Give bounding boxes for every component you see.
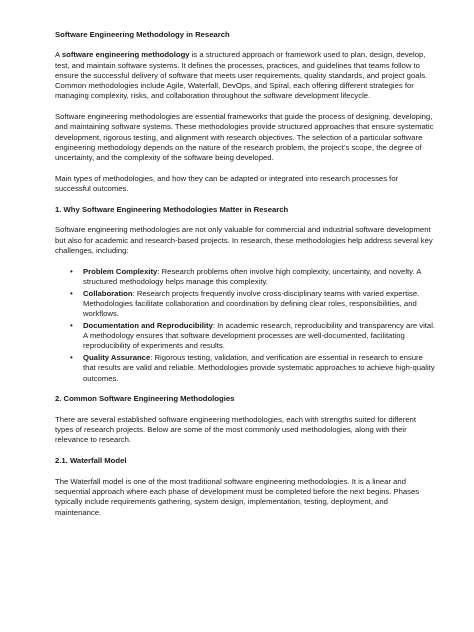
section-2-intro: There are several established software engineering methodologies, each with strengths suited for different types of research projects. Below are some of the most commonly used methodologies, along with their relevance to research.	[55, 414, 416, 445]
list-item-text: : Research problems often involve high complexity, uncertainty, and novelty. A structured methodology helps manage this complexity.	[83, 266, 421, 286]
list-item	[70, 353, 436, 384]
bullet-icon: •	[70, 266, 73, 276]
intro-bold-term: software engineering methodology	[61, 50, 190, 60]
bullet-icon: •	[70, 288, 73, 298]
list-item-term: Documentation and Reproducibility	[83, 320, 213, 330]
list-item	[70, 266, 436, 288]
intro-pre: A	[55, 50, 62, 60]
list-item-term: Quality Assurance	[83, 353, 151, 363]
bullet-icon: •	[70, 353, 73, 363]
bullet-icon: •	[70, 320, 73, 330]
document-title: Software Engineering Methodology in Research	[55, 30, 230, 39]
section-1-heading: 1. Why Software Engineering Methodologies Matter in Research	[55, 204, 289, 214]
section-2-1-text: The Waterfall model is one of the most traditional software engineering methodologies. It is a linear and sequential approach where each phase of development must be completed before the next begins. Phases typically include requirements gathering, system design, implementation, testing, deployment, and maintenance.	[55, 476, 420, 517]
list-item-text: : Rigorous testing, validation, and verification are essential in research to ensure that results are valid and reliable. Methodologies provide systematic approaches to achieve high-quality outcomes.	[83, 353, 435, 383]
list-item-text: : Research projects frequently involve cross-disciplinary teams with varied expertise. Methodologies facilitate collaboration and coordination by defining clear roles, responsibilities, and workflows.	[83, 288, 420, 319]
list-item	[70, 288, 436, 320]
challenges-list	[55, 267, 436, 384]
section-2-heading: 2. Common Software Engineering Methodologies	[55, 394, 235, 404]
section-2-1-heading: 2.1. Waterfall Model	[55, 456, 127, 466]
list-item	[70, 320, 436, 352]
paragraph-2: Software engineering methodologies are essential frameworks that guide the process of designing, developing, and maintaining software systems. These methodologies provide structured approaches that ensure systematic development, rigorous testing, and alignment with research objectives. The selection of a particular software engineering methodology depends on the nature of the research problem, the project’s scope, the degree of uncertainty, and the complexity of the software being developed.	[55, 112, 434, 163]
list-item-term: Collaboration	[83, 288, 133, 298]
paragraph-3: Main types of methodologies, and how they can be adapted or integrated into research processes for successful outcomes.	[55, 173, 399, 194]
intro-paragraph	[55, 50, 436, 101]
intro-post: is a structured approach or framework used to plan, design, develop, test, and maintain software systems. It defines the processes, practices, and guidelines that teams follow to ensure the successful delivery of software that meets user requirements, quality standards, and project goals. Common methodologies include Agile, Waterfall, DevOps, and Spiral, each offering different strategies for managing complexity, risks, and collaboration throughout the software development lifecycle.	[55, 50, 428, 101]
list-item-term: Problem Complexity	[83, 266, 158, 276]
list-item-text: : In academic research, reproducibility and transparency are vital. A methodology ensures that software development processes are well-documented, facilitating reproducibility of experiments and results.	[83, 320, 436, 351]
section-1-intro: Software engineering methodologies are not only valuable for commercial and industrial software development but also for academic and research-based projects. In research, these methodologies help address several key challenges, including:	[55, 225, 433, 255]
